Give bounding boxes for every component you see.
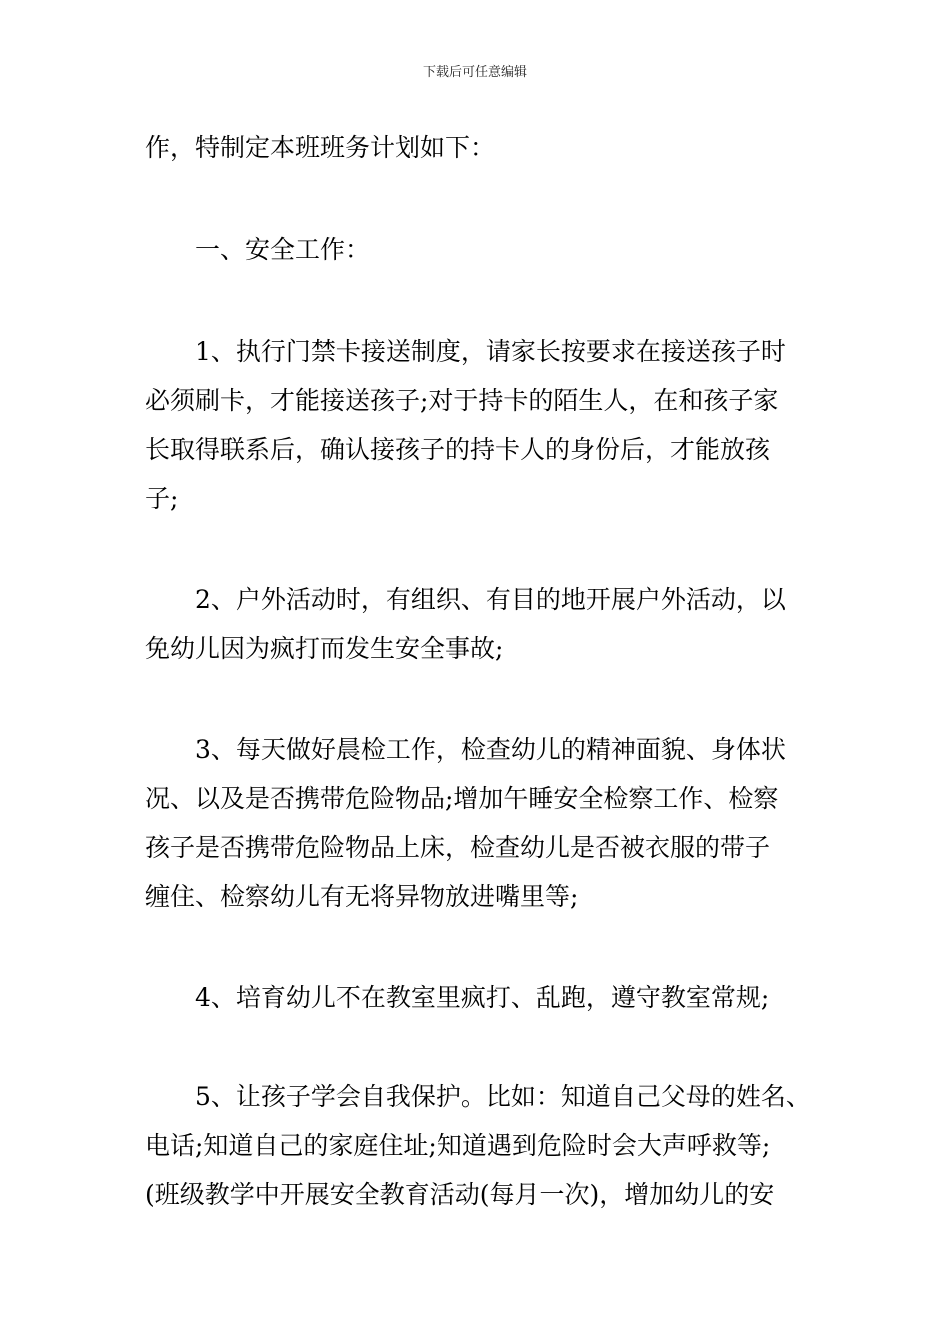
paragraph-line: 长取得联系后，确认接孩子的持卡人的身份后，才能放孩	[145, 435, 771, 464]
paragraph-line: 况、以及是否携带危险物品;增加午睡安全检察工作、检察	[145, 784, 779, 813]
paragraph-line: 免幼儿因为疯打而发生安全事故;	[145, 634, 504, 663]
paragraph-line: 必须刷卡，才能接送孩子;对于持卡的陌生人，在和孩子家	[145, 386, 779, 415]
paragraph-line: 2、户外活动时，有组织、有目的地开展户外活动，以	[195, 585, 786, 614]
paragraph-line: 1、执行门禁卡接送制度，请家长按要求在接送孩子时	[195, 337, 786, 366]
paragraph-line: (班级教学中开展安全教育活动(每月一次)，增加幼儿的安	[145, 1180, 775, 1209]
paragraph-line: 3、每天做好晨检工作，检查幼儿的精神面貌、身体状	[195, 735, 786, 764]
paragraph-line: 5、让孩子学会自我保护。比如：知道自己父母的姓名、	[195, 1082, 811, 1111]
paragraph-line: 电话;知道自己的家庭住址;知道遇到危险时会大声呼救等;	[145, 1131, 771, 1160]
paragraph-line: 缠住、检察幼儿有无将异物放进嘴里等;	[145, 882, 579, 911]
paragraph-line: 4、培育幼儿不在教室里疯打、乱跑，遵守教室常规;	[195, 983, 770, 1012]
paragraph-line: 作，特制定本班班务计划如下：	[145, 133, 496, 162]
page-header: 下载后可任意编辑	[422, 65, 527, 80]
section-heading: 一、安全工作：	[195, 235, 371, 264]
paragraph-line: 子;	[145, 484, 179, 513]
paragraph-line: 孩子是否携带危险物品上床，检查幼儿是否被衣服的带子	[145, 833, 771, 862]
